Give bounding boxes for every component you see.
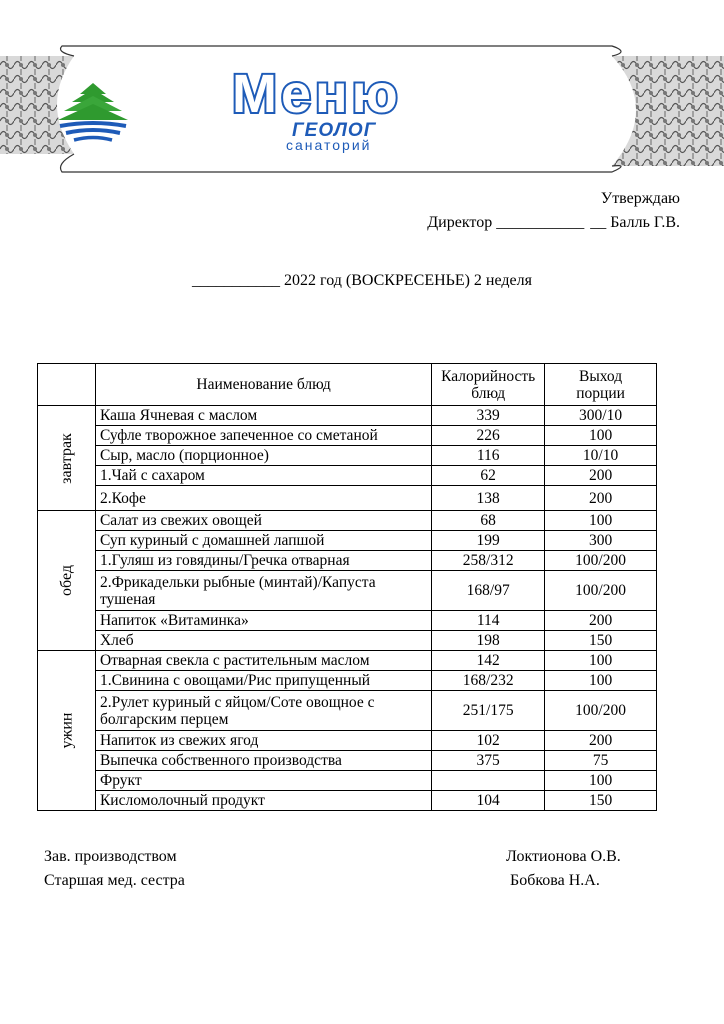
dish-portion: 300 (545, 531, 657, 551)
table-row (38, 671, 657, 691)
dish-portion: 100 (545, 511, 657, 531)
dish-calories: 258/312 (432, 551, 545, 571)
header-portion: Выход порции (545, 364, 657, 406)
dish-calories: 116 (432, 446, 545, 466)
table-row (38, 791, 657, 811)
meal-label-lunch: обед (38, 511, 96, 651)
dish-name: Салат из свежих овощей (95, 511, 431, 531)
logo-subtitle: санаторий (286, 137, 372, 153)
logo-brand: ГЕОЛОГ (292, 120, 377, 141)
table-row (38, 731, 657, 751)
dish-calories: 114 (432, 611, 545, 631)
table-row (38, 426, 657, 446)
dish-name: 2.Рулет куриный с яйцом/Соте овощное с болгарским перцем (95, 691, 431, 731)
dish-portion: 100/200 (545, 571, 657, 611)
dish-portion: 100/200 (545, 551, 657, 571)
dish-calories: 104 (432, 791, 545, 811)
dish-calories: 339 (432, 406, 545, 426)
dish-name: 1.Свинина с овощами/Рис припущенный (95, 671, 431, 691)
dish-calories: 226 (432, 426, 545, 446)
dish-calories: 251/175 (432, 691, 545, 731)
dish-portion: 100/200 (545, 691, 657, 731)
dish-calories: 168/97 (432, 571, 545, 611)
signature-name: Локтионова О.В. (506, 848, 621, 865)
approval-line: Утверждаю (600, 190, 680, 207)
table-row (38, 651, 657, 671)
dish-portion: 100 (545, 426, 657, 446)
director-line (421, 211, 680, 235)
table-row (38, 466, 657, 486)
dish-portion: 100 (545, 671, 657, 691)
table-row (38, 551, 657, 571)
signature-role: Зав. производством (44, 848, 177, 865)
signature-row (44, 872, 644, 894)
dish-name: 2.Фрикадельки рыбные (минтай)/Капуста тушеная (95, 571, 431, 611)
dish-portion: 100 (545, 771, 657, 791)
dish-portion: 200 (545, 731, 657, 751)
dish-portion: 200 (545, 466, 657, 486)
dish-portion: 200 (545, 611, 657, 631)
dish-portion: 300/10 (545, 406, 657, 426)
dish-name: Кисломолочный продукт (95, 791, 431, 811)
director-label: Директор ___________ (427, 214, 585, 231)
dish-name: Суп куриный с домашней лапшой (95, 531, 431, 551)
dish-calories: 138 (432, 486, 545, 511)
dish-name: Суфле творожное запеченное со сметаной (95, 426, 431, 446)
dish-calories: 142 (432, 651, 545, 671)
header-calories: Калорийность блюд (432, 364, 545, 406)
dish-calories (432, 771, 545, 791)
table-header-row (38, 364, 657, 406)
approval-block (421, 187, 680, 235)
right-ornament (612, 56, 724, 166)
table-row (38, 691, 657, 731)
dish-calories: 199 (432, 531, 545, 551)
dish-name: Отварная свекла с растительным маслом (95, 651, 431, 671)
table-row (38, 406, 657, 426)
table-row (38, 611, 657, 631)
header-name: Наименование блюд (95, 364, 431, 406)
dish-name: Выпечка собственного производства (95, 751, 431, 771)
header-meal-cell (38, 364, 96, 406)
dish-name: Сыр, масло (порционное) (95, 446, 431, 466)
dish-calories: 198 (432, 631, 545, 651)
table-row (38, 751, 657, 771)
signature-role: Старшая мед. сестра (44, 872, 185, 889)
dish-name: 2.Кофе (95, 486, 431, 511)
logo-title: Меню (232, 64, 402, 124)
dish-name: Напиток «Витаминка» (95, 611, 431, 631)
dish-name: Фрукт (95, 771, 431, 791)
table-row (38, 571, 657, 611)
left-ornament (0, 56, 74, 154)
dish-portion: 100 (545, 651, 657, 671)
date-line: ___________ 2022 год (ВОСКРЕСЕНЬЕ) 2 неделя (192, 272, 532, 289)
dish-name: Каша Ячневая с маслом (95, 406, 431, 426)
meal-label-dinner: ужин (38, 651, 96, 811)
dish-name: Напиток из свежих ягод (95, 731, 431, 751)
dish-name: 1.Чай с сахаром (95, 466, 431, 486)
table-row (38, 631, 657, 651)
table-row (38, 486, 657, 511)
table-row (38, 771, 657, 791)
signature-row (44, 848, 644, 870)
dish-portion: 200 (545, 486, 657, 511)
dish-name: Хлеб (95, 631, 431, 651)
meal-label-breakfast: завтрак (38, 406, 96, 511)
table-row (38, 446, 657, 466)
dish-portion: 150 (545, 631, 657, 651)
table-row (38, 511, 657, 531)
dish-portion: 10/10 (545, 446, 657, 466)
dish-calories: 68 (432, 511, 545, 531)
signature-name: Бобкова Н.А. (510, 872, 600, 889)
dish-calories: 168/232 (432, 671, 545, 691)
director-name: __ Балль Г.В. (590, 214, 680, 231)
dish-calories: 375 (432, 751, 545, 771)
dish-portion: 75 (545, 751, 657, 771)
menu-banner (0, 44, 724, 184)
menu-table (37, 363, 657, 811)
dish-name: 1.Гуляш из говядины/Гречка отварная (95, 551, 431, 571)
dish-calories: 62 (432, 466, 545, 486)
dish-calories: 102 (432, 731, 545, 751)
dish-portion: 150 (545, 791, 657, 811)
table-row (38, 531, 657, 551)
